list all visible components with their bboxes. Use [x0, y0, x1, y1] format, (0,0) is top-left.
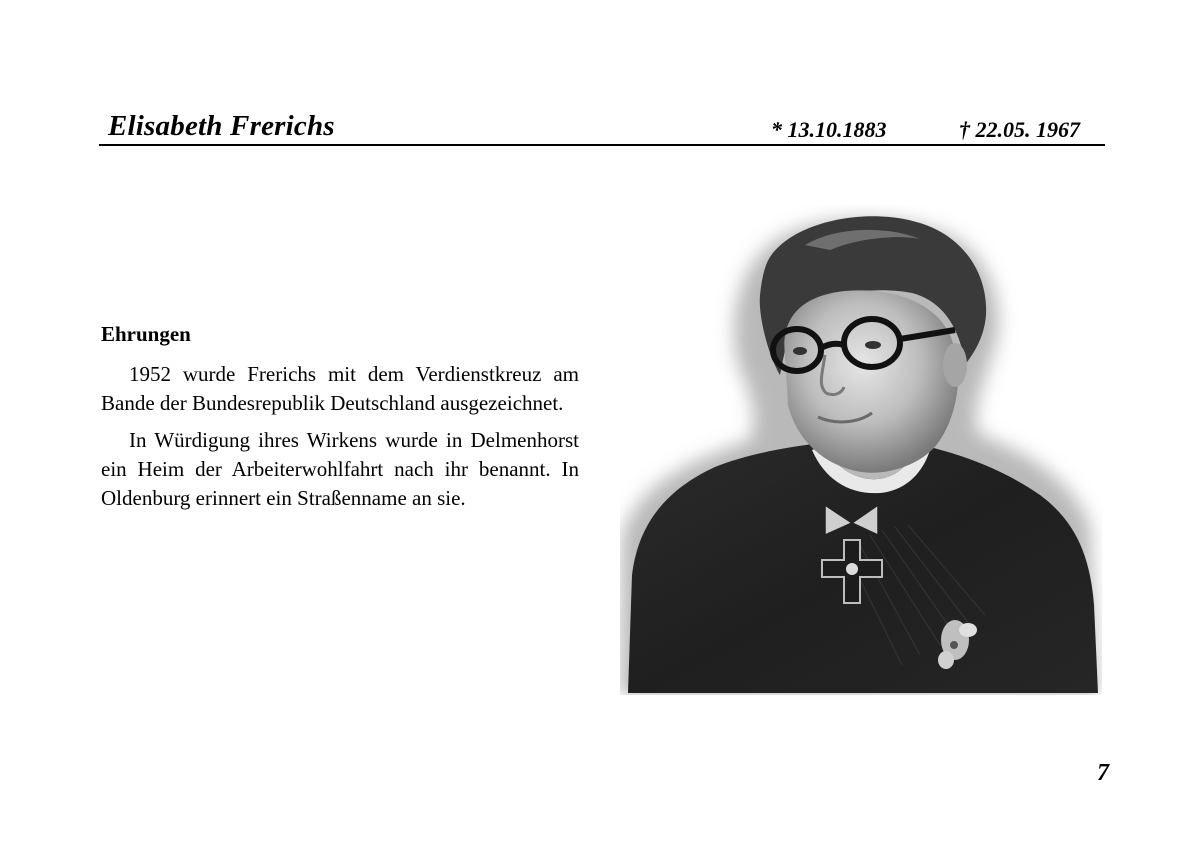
- birth-date: * 13.10.1883: [771, 117, 887, 142]
- section-heading: Ehrungen: [101, 322, 191, 346]
- honors-text: [101, 360, 579, 521]
- paragraph-1: 1952 wurde Frerichs mit dem Verdienstkreuz am Bande der Bundesrepublik Deutschland ausgezeichnet.: [101, 362, 579, 415]
- person-name: Elisabeth Frerichs: [108, 110, 335, 142]
- page-header: [99, 108, 1105, 146]
- death-date: † 22.05. 1967: [959, 117, 1080, 142]
- portrait-photo: [620, 205, 1102, 695]
- page-number: 7: [1097, 760, 1109, 786]
- paragraph-2: In Würdigung ihres Wirkens wurde in Delmenhorst ein Heim der Arbeiterwohlfahrt nach ihr benannt. In Oldenburg erinnert ein Straßenname an sie.: [101, 428, 579, 510]
